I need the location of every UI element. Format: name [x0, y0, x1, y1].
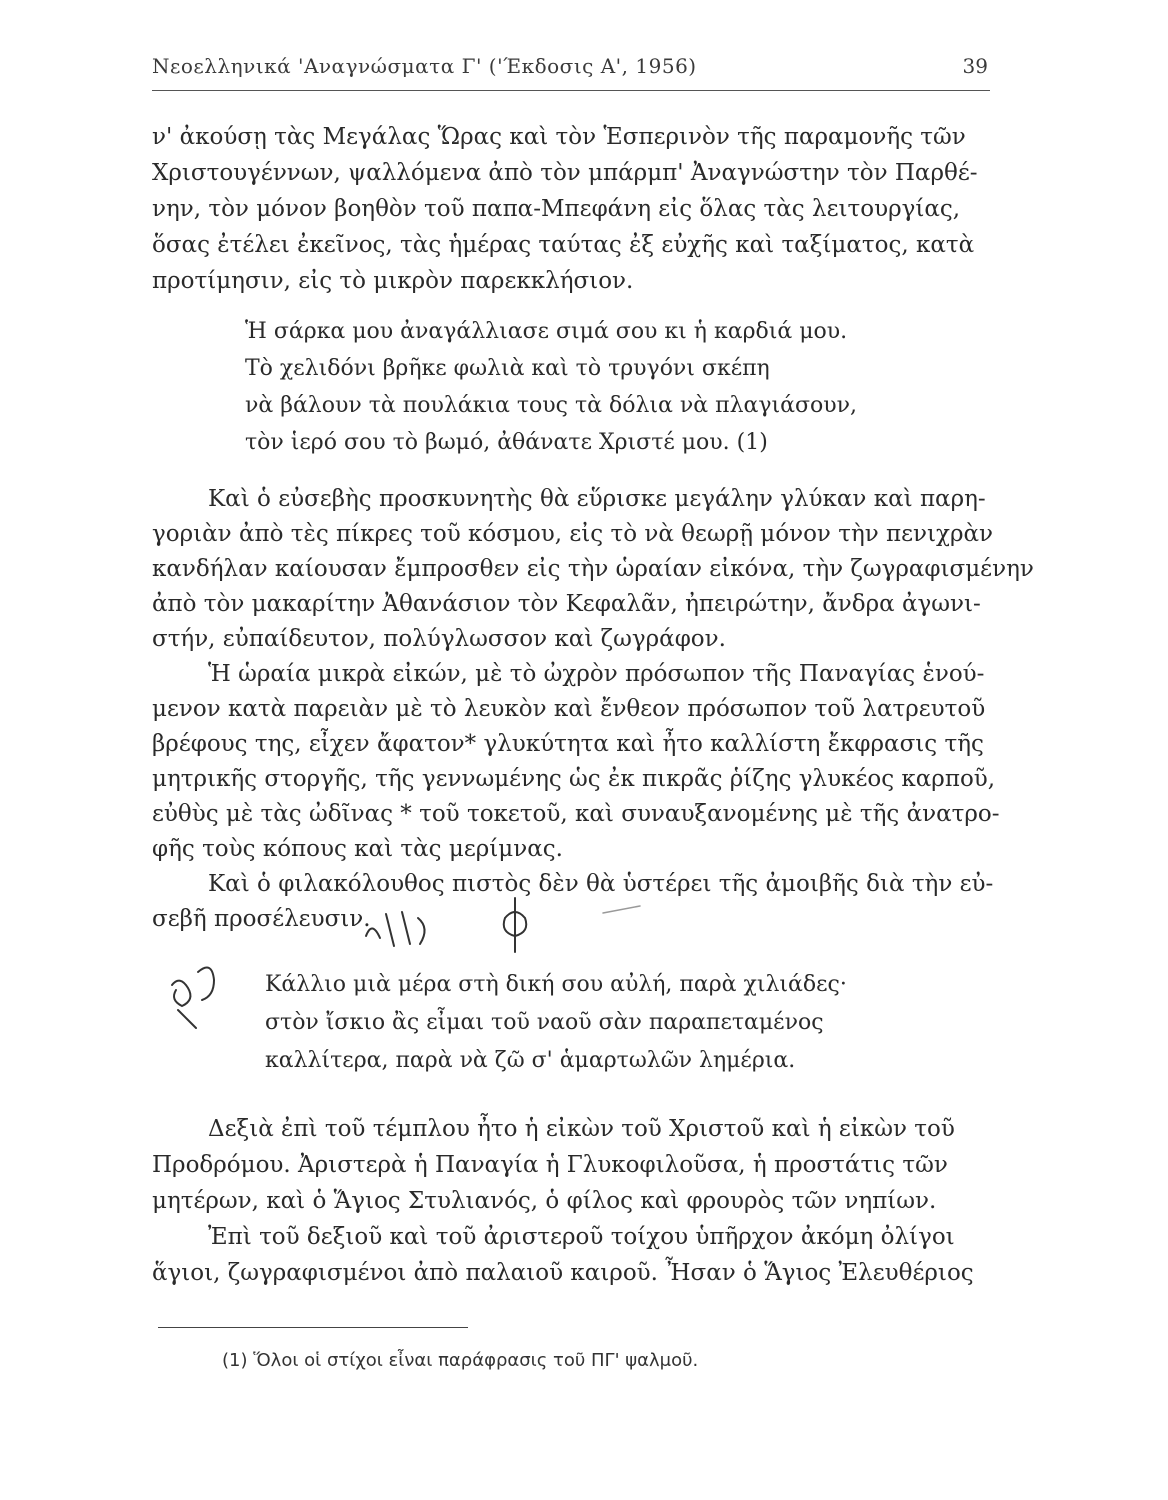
- text-line: γοριὰν ἀπὸ τὲς πίκρες τοῦ κόσμου, εἰς τὸ νὰ θεωρῇ μόνον τὴν πενιχρὰν: [152, 521, 994, 547]
- text-line: Ἡ ὡραία μικρὰ εἰκών, μὲ τὸ ὠχρὸν πρόσωπον τῆς Παναγίας ἑνού-: [208, 661, 985, 687]
- text-line: Ἐπὶ τοῦ δεξιοῦ καὶ τοῦ ἀριστεροῦ τοίχου ὑπῆρχον ἀκόμη ὀλίγοι: [208, 1224, 955, 1250]
- text-line: εὐθὺς μὲ τὰς ὠδῖνας * τοῦ τοκετοῦ, καὶ συναυξανομένης μὲ τῆς ἀνατρο-: [152, 801, 1000, 827]
- text-line: Καὶ ὁ φιλακόλουθος πιστὸς δὲν θὰ ὑστέρει τῆς ἀμοιβῆς διὰ τὴν εὐ-: [208, 871, 994, 897]
- text-line: φῆς τοὺς κόπους καὶ τὰς μερίμνας.: [152, 836, 563, 862]
- text-line: στήν, εὐπαίδευτον, πολύγλωσσον καὶ ζωγράφον.: [152, 626, 726, 652]
- text-line: Δεξιὰ ἐπὶ τοῦ τέμπλου ἦτο ἡ εἰκὼν τοῦ Χριστοῦ καὶ ἡ εἰκὼν τοῦ: [208, 1116, 955, 1142]
- text-line: σεβῆ προσέλευσιν.: [152, 906, 371, 932]
- text-line: μητρικῆς στοργῆς, τῆς γεννωμένης ὡς ἐκ πικρᾶς ῥίζης γλυκέος καρποῦ,: [152, 766, 996, 792]
- verse-line: τὸν ἱερό σου τὸ βωμό, ἀθάνατε Χριστέ μου. (1): [245, 430, 768, 455]
- text-line: Χριστουγέννων, ψαλλόμενα ἀπὸ τὸν μπάρμπ' Ἀναγνώστην τὸν Παρθέ-: [152, 160, 978, 186]
- handwritten-mark: [418, 918, 425, 944]
- handwritten-mark: [402, 912, 410, 944]
- text-line: προτίμησιν, εἰς τὸ μικρὸν παρεκκλήσιον.: [152, 268, 634, 294]
- handwritten-mark: [386, 914, 394, 946]
- text-line: Προδρόμου. Ἀριστερὰ ἡ Παναγία ἡ Γλυκοφιλοῦσα, ἡ προστάτις τῶν: [152, 1152, 948, 1178]
- page-number: 39: [962, 54, 988, 78]
- handwritten-mark: [172, 981, 190, 1006]
- text-line: ὅσας ἐτέλει ἐκεῖνος, τὰς ἡμέρας ταύτας ἐξ εὐχῆς καὶ ταξίματος, κατὰ: [152, 232, 975, 258]
- text-line: Καὶ ὁ εὐσεβὴς προσκυνητὴς θὰ εὕρισκε μεγάλην γλύκαν καὶ παρη-: [208, 486, 986, 512]
- verse-line: Κάλλιο μιὰ μέρα στὴ δική σου αὐλή, παρὰ χιλιάδες·: [265, 972, 847, 997]
- text-line: ἅγιοι, ζωγραφισμένοι ἀπὸ παλαιοῦ καιροῦ. Ἦσαν ὁ Ἅγιος Ἐλευθέριος: [152, 1260, 974, 1286]
- handwritten-mark: [603, 906, 640, 913]
- footnote: (1) Ὅλοι οἱ στίχοι εἶναι παράφρασις τοῦ ΠΓ' ψαλμοῦ.: [222, 1350, 699, 1371]
- verse-line: νὰ βάλουν τὰ πουλάκια τους τὰ δόλια νὰ πλαγιάσουν,: [245, 393, 858, 418]
- handwritten-mark: [178, 1010, 196, 1028]
- text-line: ν' ἀκούσῃ τὰς Μεγάλας Ὥρας καὶ τὸν Ἑσπερινὸν τῆς παραμονῆς τῶν: [152, 124, 966, 150]
- text-line: βρέφους της, εἶχεν ἄφατον* γλυκύτητα καὶ ἦτο καλλίστη ἔκφρασις τῆς: [152, 731, 984, 757]
- handwritten-mark: [366, 928, 380, 938]
- handwritten-mark: [198, 968, 214, 1001]
- verse-line: Ἡ σάρκα μου ἀναγάλλιασε σιμά σου κι ἡ καρδιά μου.: [245, 319, 848, 344]
- verse-line: Τὸ χελιδόνι βρῆκε φωλιὰ καὶ τὸ τρυγόνι σκέπη: [245, 356, 770, 381]
- running-title: Νεοελληνικά 'Αναγνώσματα Γ' ('Έκδοσις Α', 1956): [152, 54, 697, 78]
- text-line: μητέρων, καὶ ὁ Ἅγιος Στυλιανός, ὁ φίλος καὶ φρουρὸς τῶν νηπίων.: [152, 1188, 937, 1214]
- verse-line: καλλίτερα, παρὰ νὰ ζῶ σ' ἁμαρτωλῶν λημέρια.: [265, 1048, 796, 1073]
- text-line: νην, τὸν μόνον βοηθὸν τοῦ παπα-Μπεφάνη εἰς ὅλας τὰς λειτουργίας,: [152, 196, 961, 222]
- text-line: μενον κατὰ παρειὰν μὲ τὸ λευκὸν καὶ ἔνθεον πρόσωπον τοῦ λατρευτοῦ: [152, 696, 986, 722]
- verse-line: στὸν ἴσκιο ἂς εἶμαι τοῦ ναοῦ σὰν παραπεταμένος: [265, 1010, 824, 1035]
- text-line: ἀπὸ τὸν μακαρίτην Ἀθανάσιον τὸν Κεφαλᾶν, ἠπειρώτην, ἄνδρα ἀγωνι-: [152, 591, 981, 617]
- text-line: κανδήλαν καίουσαν ἔμπροσθεν εἰς τὴν ὡραίαν εἰκόνα, τὴν ζωγραφισμένην: [152, 556, 1034, 582]
